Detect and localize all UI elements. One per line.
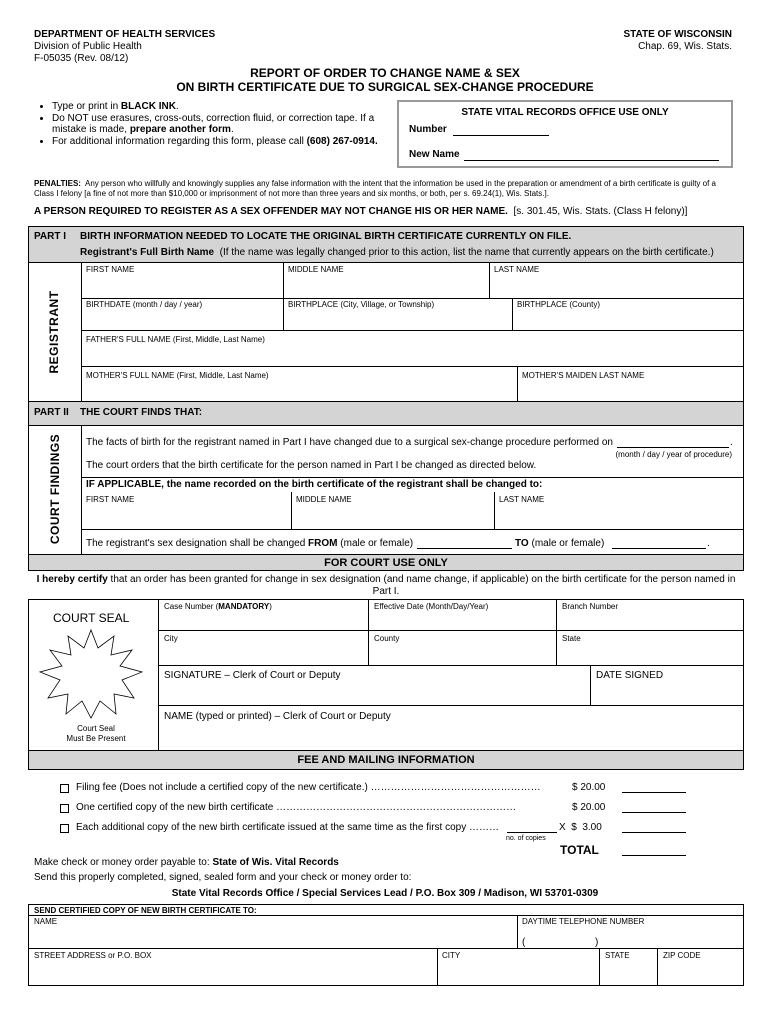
office-new-name-label: New Name <box>409 149 460 160</box>
part1-section <box>28 262 744 402</box>
p1-last-name-field[interactable]: LAST NAME <box>494 265 540 274</box>
birthplace-city-field[interactable]: BIRTHPLACE (City, Village, or Township) <box>288 300 435 309</box>
court-seal-note-2: Must Be Present <box>66 734 126 743</box>
send-copy-heading: SEND CERTIFIED COPY OF NEW BIRTH CERTIFICATE TO: <box>34 906 257 915</box>
court-state-field[interactable]: State <box>562 634 581 643</box>
office-number-label: Number <box>409 124 447 135</box>
instructions <box>38 101 378 147</box>
payable-statement: Make check or money order payable to: State of Wis. Vital Records <box>34 857 339 868</box>
additional-copy-amount: X $ 3.00 <box>559 822 602 833</box>
total-line[interactable] <box>622 855 686 856</box>
total-label: TOTAL <box>560 843 599 857</box>
daytime-phone-field[interactable]: DAYTIME TELEPHONE NUMBER <box>522 917 645 926</box>
court-findings-side-label: COURT FINDINGS <box>48 433 62 545</box>
instruction-no-erasures: • Do NOT use erasures, cross-outs, correction fluid, or correction tape. If a mistake is made, prepare another form. <box>52 113 378 136</box>
facts-statement: The facts of birth for the registrant named in Part I have changed due to a surgical sex-change procedure performed on <box>86 437 613 448</box>
court-seal-title: COURT SEAL <box>53 611 130 625</box>
court-seal-note-1: Court Seal <box>77 724 115 733</box>
filing-fee-amount: $ 20.00 <box>572 782 606 793</box>
no-copies-label: no. of copies <box>506 835 546 842</box>
mailing-address: State Vital Records Office / Special Services Lead / P.O. Box 309 / Madison, WI 53701-0309 <box>171 888 599 899</box>
registrant-side-label: REGISTRANT <box>47 290 61 374</box>
office-use-box <box>397 100 733 168</box>
phone-paren-close: ) <box>595 937 599 948</box>
procedure-date-hint: (month / day / year of procedure) <box>615 450 732 459</box>
court-certify-statement: I hereby certify that an order has been granted for change in sex designation (and name change, if applicable) on the birth certificate for the person named in Part I. <box>36 574 736 597</box>
part1-subheading: Registrant's Full Birth Name (If the name was legally changed prior to this action, list the name that currently appears on the birth certificate.) <box>80 247 714 258</box>
zip-code-field[interactable]: ZIP CODE <box>663 951 701 960</box>
one-copy-amount: $ 20.00 <box>572 802 606 813</box>
division-name: Division of Public Health <box>34 41 142 52</box>
mother-name-field[interactable]: MOTHER'S FULL NAME (First, Middle, Last Name) <box>86 371 269 380</box>
mother-maiden-field[interactable]: MOTHER'S MAIDEN LAST NAME <box>522 371 645 380</box>
additional-copy-checkbox[interactable] <box>60 824 69 833</box>
fee-heading: FEE AND MAILING INFORMATION <box>297 754 475 766</box>
p2-middle-name-field[interactable]: MIDDLE NAME <box>296 495 352 504</box>
part2-label: PART II <box>34 407 69 418</box>
form-title-2: ON BIRTH CERTIFICATE DUE TO SURGICAL SEX-CHANGE PROCEDURE <box>176 80 594 94</box>
sex-designation-statement: The registrant's sex designation shall be changed FROM (male or female) <box>86 538 414 549</box>
filing-fee-line[interactable] <box>622 792 686 793</box>
effective-date-field[interactable]: Effective Date (Month/Day/Year) <box>374 602 489 611</box>
statute: Chap. 69, Wis. Stats. <box>638 41 732 52</box>
filing-fee-checkbox[interactable] <box>60 784 69 793</box>
court-order-statement: The court orders that the birth certificate for the person named in Part I be changed as directed below. <box>86 460 537 471</box>
mailing-state-field[interactable]: STATE <box>605 951 630 960</box>
form-title-1: REPORT OF ORDER TO CHANGE NAME & SEX <box>250 66 520 80</box>
part1-label: PART I <box>34 231 67 242</box>
sex-to-line[interactable] <box>612 548 706 549</box>
if-applicable-heading: IF APPLICABLE, the name recorded on the birth certificate of the registrant shall be changed to: <box>86 479 543 490</box>
court-seal-starburst <box>36 628 146 720</box>
clerk-name-field[interactable]: NAME (typed or printed) – Clerk of Court or Deputy <box>164 711 391 722</box>
p1-first-name-field[interactable]: FIRST NAME <box>86 265 135 274</box>
birthplace-county-field[interactable]: BIRTHPLACE (County) <box>517 300 600 309</box>
one-copy-text: One certified copy of the new birth certificate ……………………………………………………………… <box>76 802 517 813</box>
state-name: STATE OF WISCONSIN <box>623 29 732 40</box>
sex-to-label: TO (male or female) <box>515 538 605 549</box>
office-new-name-line[interactable] <box>464 160 719 161</box>
department-name: DEPARTMENT OF HEALTH SERVICES <box>34 29 216 40</box>
branch-number-field[interactable]: Branch Number <box>562 602 619 611</box>
instruction-phone: • For additional information regarding this form, please call (608) 267-0914. <box>52 136 378 148</box>
one-copy-checkbox[interactable] <box>60 804 69 813</box>
filing-fee-text: Filing fee (Does not include a certified copy of the new certificate.) …………………………………………… <box>76 782 541 793</box>
p2-last-name-field[interactable]: LAST NAME <box>499 495 545 504</box>
one-copy-line[interactable] <box>622 812 686 813</box>
p1-middle-name-field[interactable]: MIDDLE NAME <box>288 265 344 274</box>
no-copies-line[interactable] <box>507 832 557 833</box>
penalties: PENALTIES: Any person who willfully and knowingly supplies any false information with the intent that the information be used in the preparation or amendment of a birth certificate is guilty of a Class I felony [a fine of not more than $10,000 or imprisonment of not more than three years and six months, or both, per s. 69.24(1), Wis. Stats.]. <box>34 179 716 198</box>
additional-copy-text: Each additional copy of the new birth certificate issued at the same time as the first copy ……… <box>76 822 499 833</box>
instruction-ink: • Type or print in BLACK INK. <box>52 101 378 113</box>
birthdate-field[interactable]: BIRTHDATE (month / day / year) <box>86 300 203 309</box>
date-signed-field[interactable]: DATE SIGNED <box>596 670 664 681</box>
court-city-field[interactable]: City <box>164 634 178 643</box>
part1-heading: BIRTH INFORMATION NEEDED TO LOCATE THE ORIGINAL BIRTH CERTIFICATE CURRENTLY ON FILE. <box>80 231 572 242</box>
form-id: F-05035 (Rev. 08/12) <box>34 53 129 64</box>
sex-from-line[interactable] <box>417 548 512 549</box>
procedure-date-line[interactable] <box>617 447 729 448</box>
case-number-field[interactable]: Case Number (MANDATORY) <box>164 602 272 611</box>
clerk-signature-field[interactable]: SIGNATURE – Clerk of Court or Deputy <box>164 670 341 681</box>
offender-notice: A PERSON REQUIRED TO REGISTER AS A SEX OFFENDER MAY NOT CHANGE HIS OR HER NAME. [s. 301.45, Wis. Stats. (Class H felony)] <box>34 206 688 217</box>
recipient-name-field[interactable]: NAME <box>34 917 58 926</box>
office-number-line[interactable] <box>453 135 549 136</box>
office-use-title: STATE VITAL RECORDS OFFICE USE ONLY <box>461 107 669 118</box>
court-use-heading: FOR COURT USE ONLY <box>324 557 448 569</box>
send-statement: Send this properly completed, signed, sealed form and your check or money order to: <box>34 872 412 883</box>
additional-copy-line[interactable] <box>622 832 686 833</box>
p2-first-name-field[interactable]: FIRST NAME <box>86 495 135 504</box>
court-county-field[interactable]: County <box>374 634 400 643</box>
part2-heading: THE COURT FINDS THAT: <box>80 407 203 418</box>
father-name-field[interactable]: FATHER'S FULL NAME (First, Middle, Last Name) <box>86 335 265 344</box>
phone-paren-open: ( <box>522 937 526 948</box>
street-address-field[interactable]: STREET ADDRESS or P.O. BOX <box>34 951 152 960</box>
mailing-city-field[interactable]: CITY <box>442 951 461 960</box>
